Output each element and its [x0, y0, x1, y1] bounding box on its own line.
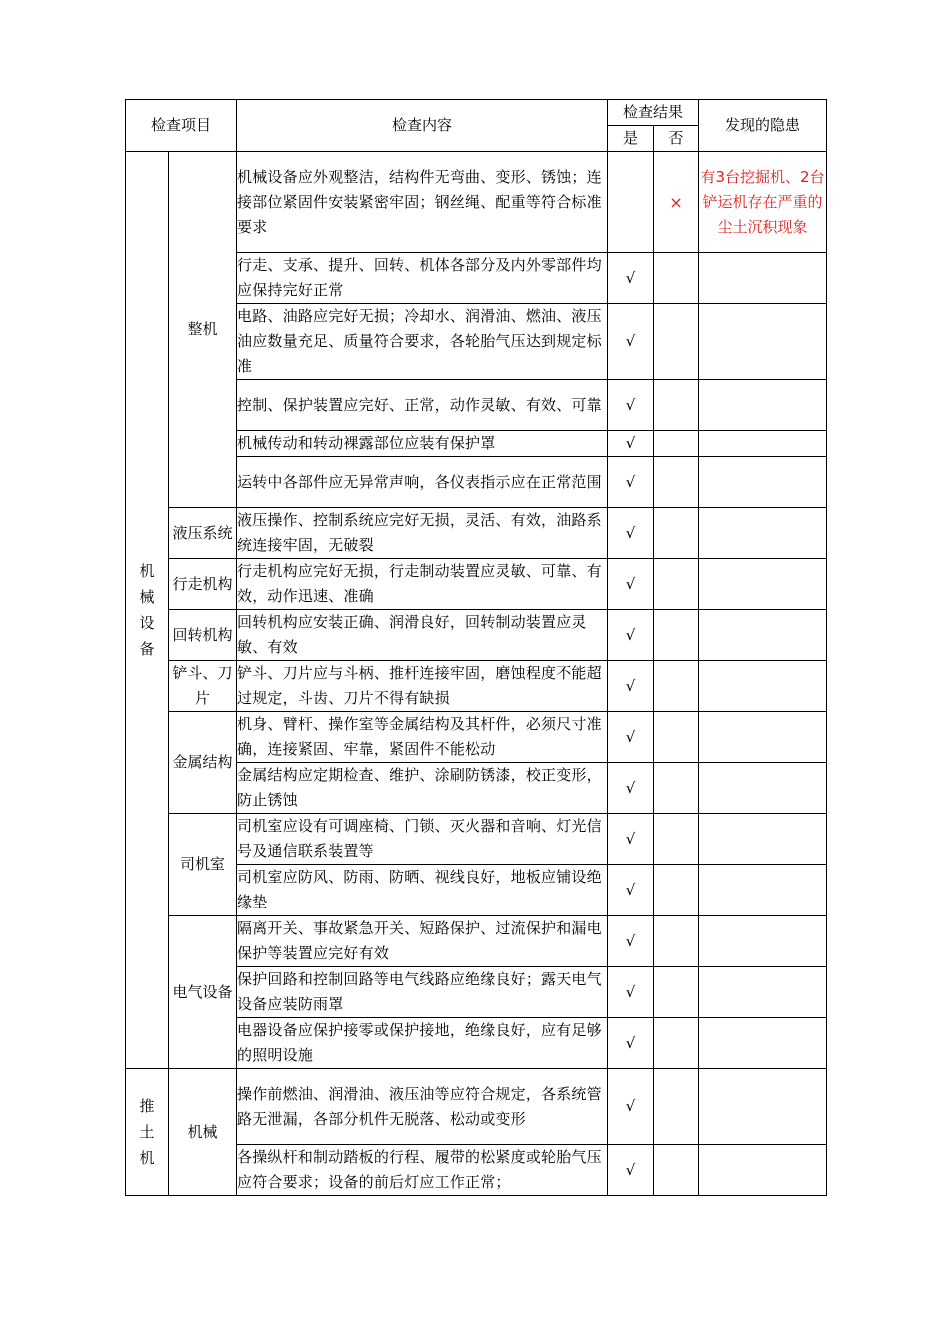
subcategory-cell	[169, 610, 237, 661]
result-yes-mark: √	[608, 559, 654, 610]
result-no-mark	[654, 814, 699, 865]
subcategory-label: 机械	[187, 1122, 218, 1141]
result-no-mark	[654, 712, 699, 763]
table-row	[126, 1069, 827, 1145]
inspection-table	[125, 99, 827, 1196]
subcategory-cell	[169, 712, 237, 814]
subcategory-label: 整机	[187, 320, 218, 338]
table-row	[126, 559, 827, 610]
check-content: 行走机构应完好无损，行走制动装置应灵敏、可靠、有效，动作迅速、准确	[237, 559, 608, 610]
result-yes-mark: √	[608, 1145, 654, 1196]
header-inspection-content: 检查内容	[237, 100, 608, 152]
hazard-note	[699, 431, 827, 457]
table-row	[126, 661, 827, 712]
hazard-note	[699, 380, 827, 431]
hazard-note	[699, 559, 827, 610]
header-inspection-item: 检查项目	[126, 100, 237, 152]
table-body	[126, 152, 827, 1196]
table-row	[126, 916, 827, 967]
subcategory-label: 司机室	[180, 855, 226, 873]
result-no-mark	[654, 1018, 699, 1069]
check-content: 电器设备应保护接零或保护接地，绝缘良好，应有足够的照明设施	[237, 1018, 608, 1069]
result-no-mark	[654, 763, 699, 814]
header-inspection-result: 检查结果	[608, 100, 699, 126]
check-content: 各操纵杆和制动踏板的行程、履带的松紧度或轮胎气压应符合要求；设备的前后灯应工作正常；	[237, 1145, 608, 1196]
result-no-mark	[654, 559, 699, 610]
result-yes-mark: √	[608, 763, 654, 814]
result-yes-mark	[608, 152, 654, 253]
result-yes-mark: √	[608, 661, 654, 712]
subcategory-cell	[169, 508, 237, 559]
subcategory-cell	[169, 916, 237, 1069]
subcategory-label: 金属结构	[172, 753, 233, 771]
category-label: 机械设备	[139, 562, 155, 658]
hazard-note	[699, 610, 827, 661]
header-yes: 是	[608, 126, 654, 152]
result-no-mark	[654, 457, 699, 508]
result-no-mark	[654, 1145, 699, 1196]
subcategory-cell	[169, 152, 237, 508]
result-yes-mark: √	[608, 865, 654, 916]
result-yes-mark: √	[608, 1018, 654, 1069]
hazard-note	[699, 712, 827, 763]
subcategory-label: 液压系统	[172, 523, 233, 542]
check-content: 司机室应设有可调座椅、门锁、灭火器和音响、灯光信号及通信联系装置等	[237, 814, 608, 865]
hazard-note	[699, 967, 827, 1018]
table-row	[126, 712, 827, 763]
result-no-mark	[654, 253, 699, 304]
subcategory-cell	[169, 559, 237, 610]
category-cell	[126, 152, 169, 1069]
subcategory-cell	[169, 814, 237, 916]
header-found-hazard: 发现的隐患	[699, 100, 827, 152]
check-content: 隔离开关、事故紧急开关、短路保护、过流保护和漏电保护等装置应完好有效	[237, 916, 608, 967]
category-cell	[126, 1069, 169, 1196]
result-no-mark	[654, 508, 699, 559]
check-content: 保护回路和控制回路等电气线路应绝缘良好；露天电气设备应装防雨罩	[237, 967, 608, 1018]
check-content: 机械设备应外观整洁，结构件无弯曲、变形、锈蚀；连接部位紧固件安装紧密牢固；钢丝绳、配重等符合标准要求	[237, 152, 608, 253]
result-no-mark	[654, 865, 699, 916]
check-content: 铲斗、刀片应与斗柄、推杆连接牢固，磨蚀程度不能超过规定，斗齿、刀片不得有缺损	[237, 661, 608, 712]
category-label: 推土机	[139, 1097, 155, 1167]
subcategory-cell	[169, 661, 237, 712]
check-content: 金属结构应定期检查、维护、涂刷防锈漆，校正变形，防止锈蚀	[237, 763, 608, 814]
result-no-mark	[654, 916, 699, 967]
check-content: 机械传动和转动裸露部位应装有保护罩	[237, 431, 608, 457]
check-content: 电路、油路应完好无损；冷却水、润滑油、燃油、液压油应数量充足、质量符合要求，各轮胎气压达到规定标准	[237, 304, 608, 380]
hazard-note	[699, 457, 827, 508]
result-yes-mark: √	[608, 304, 654, 380]
subcategory-label: 铲斗、刀片	[172, 664, 233, 707]
table-row	[126, 610, 827, 661]
result-no-mark	[654, 661, 699, 712]
table-row	[126, 152, 827, 253]
subcategory-label: 电气设备	[172, 982, 233, 1001]
result-yes-mark: √	[608, 712, 654, 763]
result-no-mark	[654, 304, 699, 380]
hazard-note	[699, 865, 827, 916]
result-yes-mark: √	[608, 508, 654, 559]
hazard-note	[699, 814, 827, 865]
hazard-note	[699, 763, 827, 814]
result-yes-mark: √	[608, 814, 654, 865]
result-yes-mark: √	[608, 457, 654, 508]
check-content: 司机室应防风、防雨、防晒、视线良好，地板应铺设绝缘垫	[237, 865, 608, 916]
result-yes-mark: √	[608, 610, 654, 661]
check-content: 操作前燃油、润滑油、液压油等应符合规定，各系统管路无泄漏，各部分机件无脱落、松动或变形	[237, 1069, 608, 1145]
result-yes-mark: √	[608, 967, 654, 1018]
result-no-mark	[654, 380, 699, 431]
header-no: 否	[654, 126, 699, 152]
result-no-mark	[654, 1069, 699, 1145]
result-no-mark	[654, 431, 699, 457]
hazard-note	[699, 661, 827, 712]
hazard-note	[699, 253, 827, 304]
subcategory-label: 回转机构	[172, 625, 233, 644]
result-yes-mark: √	[608, 431, 654, 457]
check-content: 控制、保护装置应完好、正常，动作灵敏、有效、可靠	[237, 380, 608, 431]
check-content: 运转中各部件应无异常声响，各仪表指示应在正常范围	[237, 457, 608, 508]
hazard-note: 有3台挖掘机、2台铲运机存在严重的尘土沉积现象	[699, 152, 827, 253]
result-no-mark	[654, 967, 699, 1018]
result-yes-mark: √	[608, 380, 654, 431]
hazard-note	[699, 304, 827, 380]
check-content: 行走、支承、提升、回转、机体各部分及内外零部件均应保持完好正常	[237, 253, 608, 304]
hazard-note	[699, 1069, 827, 1145]
result-no-mark	[654, 610, 699, 661]
check-content: 机身、臂杆、操作室等金属结构及其杆件，必须尺寸准确，连接紧固、牢靠，紧固件不能松动	[237, 712, 608, 763]
hazard-note	[699, 1018, 827, 1069]
result-yes-mark: √	[608, 916, 654, 967]
hazard-note	[699, 1145, 827, 1196]
table-header	[126, 100, 827, 152]
hazard-note	[699, 916, 827, 967]
check-content: 液压操作、控制系统应完好无损，灵活、有效，油路系统连接牢固，无破裂	[237, 508, 608, 559]
hazard-note	[699, 508, 827, 559]
result-yes-mark: √	[608, 1069, 654, 1145]
subcategory-label: 行走机构	[172, 574, 233, 593]
table-row	[126, 814, 827, 865]
result-no-mark: ×	[654, 152, 699, 253]
subcategory-cell	[169, 1069, 237, 1196]
result-yes-mark: √	[608, 253, 654, 304]
check-content: 回转机构应安装正确、润滑良好，回转制动装置应灵敏、有效	[237, 610, 608, 661]
table-row	[126, 508, 827, 559]
